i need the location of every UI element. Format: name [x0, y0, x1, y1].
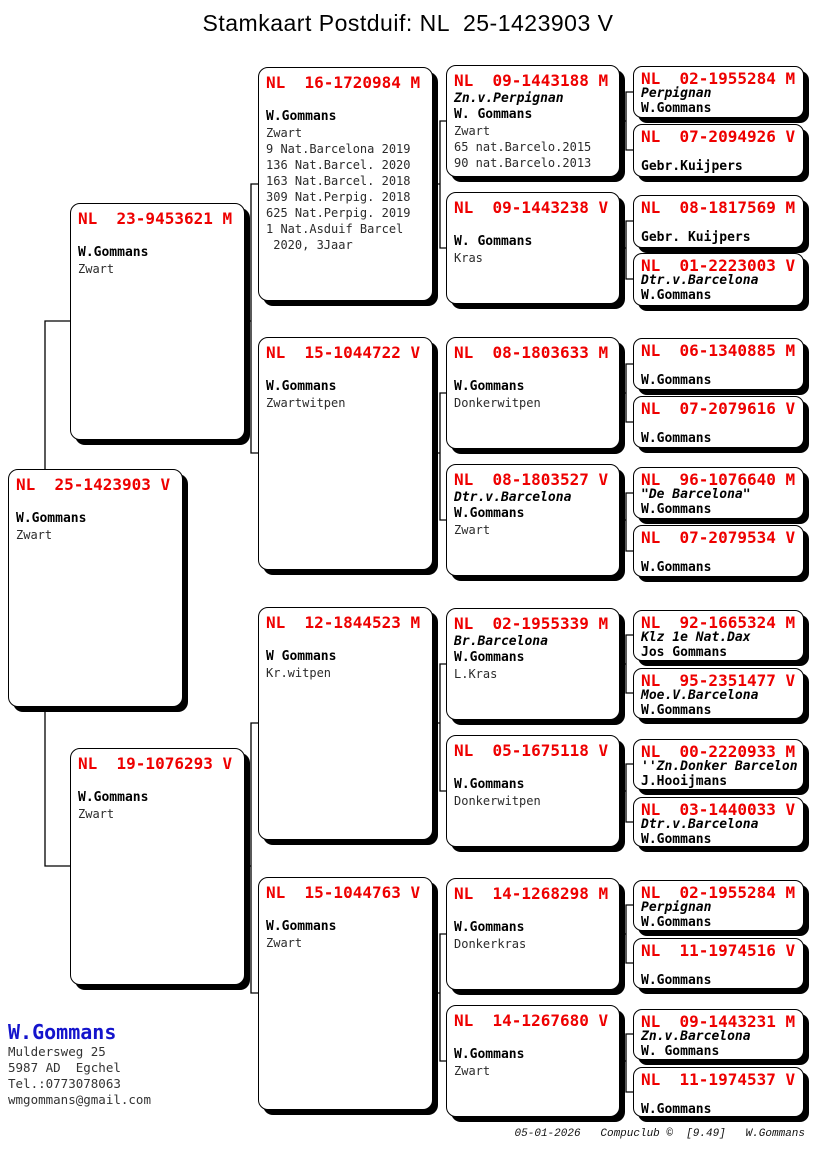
box-gggparent-13 — [633, 880, 804, 931]
box-owner: W. Gommans — [454, 234, 533, 249]
box-gggparent-16 — [633, 1067, 804, 1117]
box-gggparent-3 — [633, 195, 804, 248]
ring-number: NL 07-2094926 V — [641, 127, 796, 146]
box-subtitle — [78, 774, 237, 789]
box-ggparent-6 — [446, 735, 620, 847]
box-owner: W.Gommans — [78, 245, 149, 260]
box-subtitle — [454, 218, 612, 233]
box-subtitle — [454, 904, 612, 919]
box-ggparent-7 — [446, 878, 620, 990]
ring-number: NL 25-1423903 V — [16, 475, 171, 494]
box-subtitle: Zn.v.Barcelona — [641, 1029, 751, 1044]
page-title: Stamkaart Postduif: NL 25-1423903 V — [202, 10, 614, 36]
text-line: Donkerkras — [454, 937, 527, 951]
box-grandparent-4 — [258, 877, 433, 1110]
box-owner: W.Gommans — [641, 703, 712, 718]
ring-number: NL 02-1955284 M — [641, 883, 796, 902]
box-lines — [454, 250, 612, 266]
text-line: Kr.witpen — [266, 666, 332, 680]
ring-number: NL 09-1443238 V — [454, 198, 609, 217]
box-lines — [78, 261, 237, 277]
box-sire — [70, 203, 245, 440]
box-owner: W.Gommans — [641, 560, 712, 575]
box-owner: W.Gommans — [454, 379, 525, 394]
box-lines — [454, 1063, 612, 1079]
box-subtitle: Perpignan — [641, 900, 712, 915]
print-footer: 05-01-2026 Compuclub © [9.49] W.Gommans — [514, 1128, 805, 1140]
box-gggparent-11 — [633, 739, 804, 790]
box-lines — [266, 395, 425, 411]
box-owner: W.Gommans — [641, 832, 712, 847]
ring-number: NL 15-1044763 V — [266, 883, 421, 902]
box-owner: Gebr.Kuijpers — [641, 159, 743, 174]
box-gggparent-5 — [633, 338, 804, 390]
box-owner: W.Gommans — [641, 1102, 712, 1117]
ring-number: NL 08-1803527 V — [454, 470, 609, 489]
box-subtitle — [641, 359, 796, 373]
text-line: Zwart — [78, 807, 115, 821]
box-owner: W. Gommans — [454, 107, 533, 122]
box-lines — [454, 936, 612, 952]
box-grandparent-1 — [258, 67, 433, 301]
box-owner: W.Gommans — [266, 379, 337, 394]
ring-number: NL 11-1974516 V — [641, 941, 796, 960]
box-owner: W.Gommans — [78, 790, 149, 805]
box-ggparent-1 — [446, 65, 620, 177]
text-line: Zwart — [266, 936, 303, 950]
box-lines — [454, 522, 612, 538]
ring-number: NL 16-1720984 M — [266, 73, 421, 92]
ring-number: NL 09-1443231 M — [641, 1012, 796, 1031]
ring-number: NL 06-1340885 M — [641, 341, 796, 360]
ring-number: NL 96-1076640 M — [641, 470, 796, 489]
box-gggparent-10 — [633, 668, 804, 719]
text-line: 625 Nat.Perpig. 2019 — [266, 206, 411, 220]
text-line: Zwart — [266, 126, 303, 140]
box-lines — [454, 123, 612, 171]
box-owner: W.Gommans — [641, 502, 712, 517]
box-owner: J.Hooijmans — [641, 774, 728, 789]
box-subtitle: "De Barcelona" — [641, 487, 751, 502]
text-line: 5987 AD Egchel — [8, 1060, 121, 1075]
box-gggparent-9 — [633, 610, 804, 661]
ring-number: NL 02-1955284 M — [641, 69, 796, 88]
text-line: 90 nat.Barcelo.2013 — [454, 156, 592, 170]
ring-number: NL 15-1044722 V — [266, 343, 421, 362]
box-gggparent-1 — [633, 66, 804, 118]
text-line: 163 Nat.Barcel. 2018 — [266, 174, 411, 188]
box-subtitle — [641, 216, 796, 230]
fancier-name: W.Gommans — [8, 1020, 117, 1044]
fancier-address — [8, 1044, 151, 1108]
box-lines — [454, 666, 612, 682]
text-line: Tel.:0773078063 — [8, 1076, 121, 1091]
ring-number: NL 09-1443188 M — [454, 71, 609, 90]
box-subtitle — [266, 903, 425, 918]
text-line: L.Kras — [454, 667, 498, 681]
box-subtitle: Zn.v.Perpignan — [454, 91, 564, 106]
ring-number: NL 14-1267680 V — [454, 1011, 609, 1030]
box-grandparent-2 — [258, 337, 433, 570]
ring-number: NL 12-1844523 M — [266, 613, 421, 632]
box-ggparent-3 — [446, 337, 620, 449]
ring-number: NL 07-2079534 V — [641, 528, 796, 547]
box-gggparent-14 — [633, 938, 804, 989]
text-line: Zwart — [454, 523, 491, 537]
box-subtitle — [78, 229, 237, 244]
box-owner: W.Gommans — [266, 109, 337, 124]
box-subtitle — [641, 959, 796, 973]
box-owner: W.Gommans — [266, 919, 337, 934]
ring-number: NL 07-2079616 V — [641, 399, 796, 418]
box-gggparent-2 — [633, 124, 804, 177]
box-owner: W.Gommans — [454, 650, 525, 665]
box-owner: W.Gommans — [641, 915, 712, 930]
box-subtitle: Perpignan — [641, 86, 712, 101]
box-owner: W.Gommans — [454, 1047, 525, 1062]
ring-number: NL 08-1803633 M — [454, 343, 609, 362]
box-gggparent-6 — [633, 396, 804, 448]
ring-number: NL 03-1440033 V — [641, 800, 796, 819]
box-subtitle: ''Zn.Donker Barcelon — [641, 759, 798, 774]
box-owner: W.Gommans — [454, 506, 525, 521]
box-gggparent-4 — [633, 253, 804, 306]
box-subtitle — [641, 546, 796, 560]
box-lines — [266, 935, 425, 951]
box-subtitle — [454, 761, 612, 776]
text-line: 136 Nat.Barcel. 2020 — [266, 158, 411, 172]
box-lines — [16, 527, 175, 543]
box-subtitle — [641, 417, 796, 431]
box-owner: W.Gommans — [16, 511, 87, 526]
box-owner: W.Gommans — [641, 431, 712, 446]
box-subtitle: Dtr.v.Barcelona — [454, 490, 572, 505]
ring-number: NL 11-1974537 V — [641, 1070, 796, 1089]
box-lines — [454, 793, 612, 809]
text-line: Donkerwitpen — [454, 794, 541, 808]
text-line: Zwart — [78, 262, 115, 276]
text-line: 1 Nat.Asduif Barcel — [266, 222, 404, 236]
ring-number: NL 05-1675118 V — [454, 741, 609, 760]
ring-number: NL 01-2223003 V — [641, 256, 796, 275]
box-subtitle — [641, 145, 796, 159]
ring-number: NL 23-9453621 M — [78, 209, 233, 228]
text-line: Zwart — [454, 124, 491, 138]
box-gggparent-7 — [633, 467, 804, 519]
box-dam — [70, 748, 245, 985]
ring-number: NL 08-1817569 M — [641, 198, 796, 217]
box-subtitle — [454, 1031, 612, 1046]
box-owner: W.Gommans — [641, 288, 712, 303]
text-line: Zwart — [454, 1064, 491, 1078]
box-owner: W. Gommans — [641, 1044, 720, 1059]
text-line: Donkerwitpen — [454, 396, 541, 410]
box-subtitle: Dtr.v.Barcelona — [641, 273, 759, 288]
text-line: 309 Nat.Perpig. 2018 — [266, 190, 411, 204]
box-subtitle — [454, 363, 612, 378]
box-owner: W.Gommans — [454, 777, 525, 792]
ring-number: NL 00-2220933 M — [641, 742, 796, 761]
box-owner: W.Gommans — [641, 101, 712, 116]
box-subject — [8, 469, 183, 707]
box-owner: W.Gommans — [641, 373, 712, 388]
ring-number: NL 92-1665324 M — [641, 613, 796, 632]
ring-number: NL 19-1076293 V — [78, 754, 233, 773]
box-lines — [454, 395, 612, 411]
box-lines — [266, 665, 425, 681]
box-gggparent-8 — [633, 525, 804, 577]
box-subtitle — [266, 633, 425, 648]
text-line: Muldersweg 25 — [8, 1044, 106, 1059]
box-lines — [78, 806, 237, 822]
box-subtitle — [16, 495, 175, 510]
box-subtitle — [266, 363, 425, 378]
text-line: Zwartwitpen — [266, 396, 346, 410]
box-owner: W Gommans — [266, 649, 337, 664]
box-gggparent-12 — [633, 797, 804, 847]
text-line: 65 nat.Barcelo.2015 — [454, 140, 592, 154]
text-line: 2020, 3Jaar — [266, 238, 353, 252]
ring-number: NL 14-1268298 M — [454, 884, 609, 903]
box-owner: W.Gommans — [641, 973, 712, 988]
box-subtitle: Br.Barcelona — [454, 634, 548, 649]
text-line: Zwart — [16, 528, 53, 542]
box-ggparent-8 — [446, 1005, 620, 1117]
box-subtitle — [641, 1088, 796, 1102]
ring-number: NL 95-2351477 V — [641, 671, 796, 690]
box-owner: Gebr. Kuijpers — [641, 230, 751, 245]
box-subtitle: Klz 1e Nat.Dax — [641, 630, 751, 645]
box-ggparent-2 — [446, 192, 620, 304]
box-gggparent-15 — [633, 1009, 804, 1060]
box-subtitle — [266, 93, 425, 108]
ring-number: NL 02-1955339 M — [454, 614, 609, 633]
text-line: 9 Nat.Barcelona 2019 — [266, 142, 411, 156]
box-subtitle: Dtr.v.Barcelona — [641, 817, 759, 832]
box-owner: W.Gommans — [454, 920, 525, 935]
box-ggparent-5 — [446, 608, 620, 720]
box-ggparent-4 — [446, 464, 620, 576]
text-line: Kras — [454, 251, 483, 265]
box-lines — [266, 125, 425, 253]
box-owner: Jos Gommans — [641, 645, 728, 660]
text-line: wmgommans@gmail.com — [8, 1092, 151, 1107]
box-subtitle: Moe.V.Barcelona — [641, 688, 759, 703]
box-grandparent-3 — [258, 607, 433, 840]
fancier-info — [8, 1020, 151, 1108]
